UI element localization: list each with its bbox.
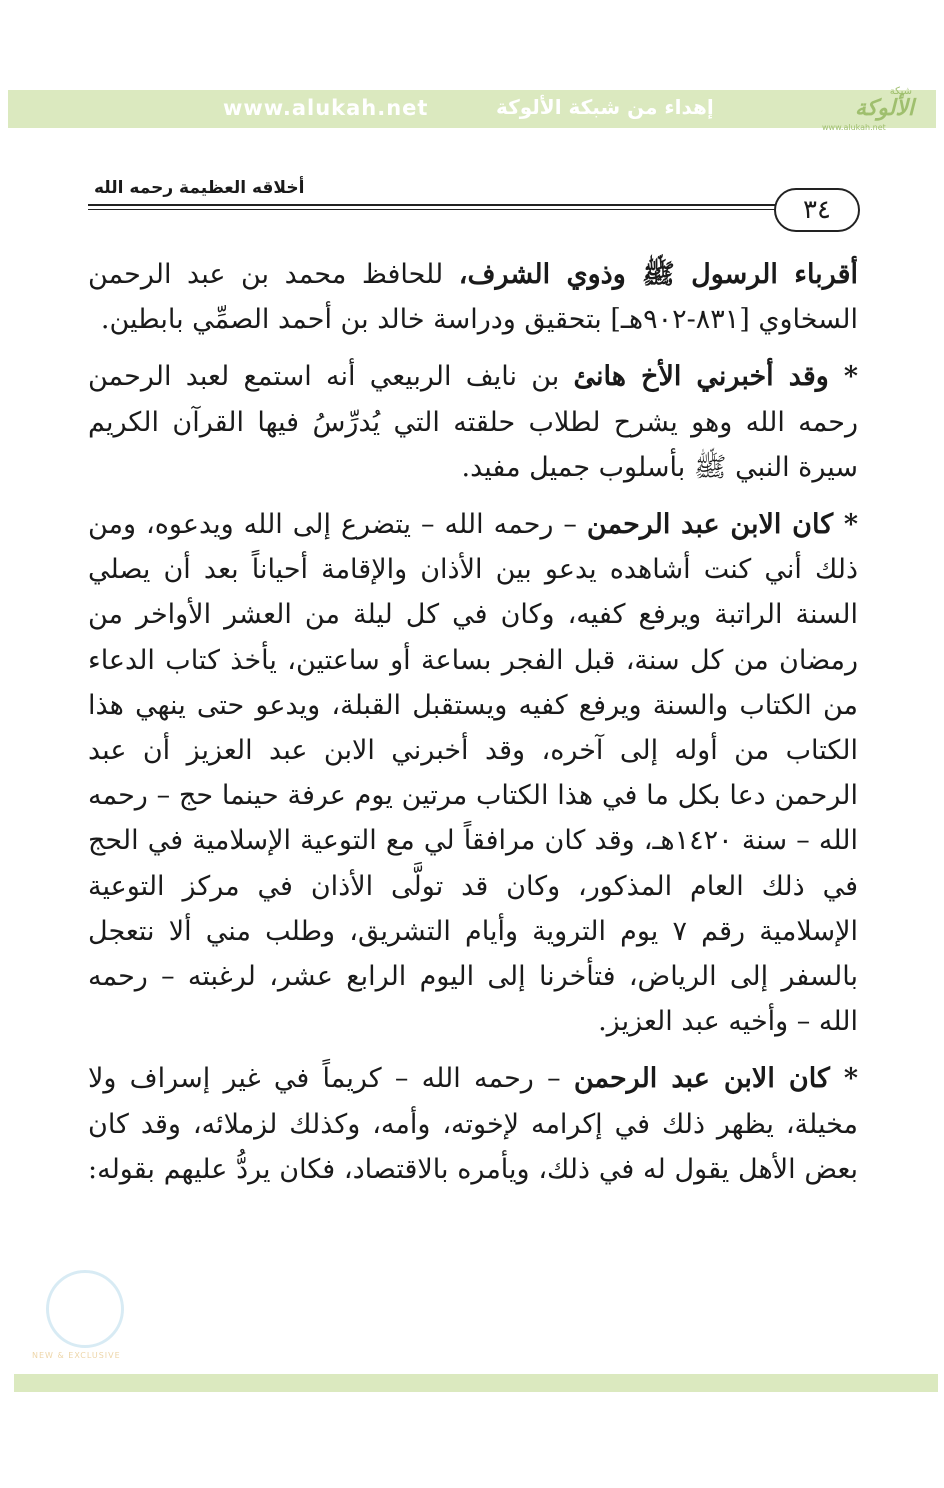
watermark-circle-icon xyxy=(46,1270,124,1348)
paragraph-lead: أقرباء الرسول ﷺ وذوي الشرف، xyxy=(458,259,859,290)
paragraph xyxy=(88,252,858,342)
watermark-logo xyxy=(24,1262,144,1362)
bottom-strip xyxy=(14,1374,938,1392)
logo-top-text: شبكة xyxy=(889,86,912,97)
paragraph-lead: * كان الابن عبد الرحمن xyxy=(573,1063,858,1095)
paragraph-body: للحافظ محمد بن عبد الرحمن السخاوي [٨٣١-٩٠٢هـ] بتحقيق ودراسة خالد بن أحمد الصمِّي بابطين. xyxy=(88,259,858,336)
top-banner xyxy=(8,90,936,128)
running-title: أخلاقه العظيمة رحمه الله xyxy=(94,178,305,198)
paragraph-body: – رحمه الله – كريماً في غير إسراف ولا مخيلة، يظهر ذلك في إكرامه لإخوته، وأمه، وكذلك لزملائه، وقد كان بعض الأهل يقول له في ذلك، ويأمره بالاقتصاد، فكان يردُّ عليهم بقوله: xyxy=(88,1063,858,1185)
paragraph xyxy=(88,1056,858,1192)
watermark-caption: NEW & EXCLUSIVE xyxy=(32,1351,121,1360)
alukah-logo xyxy=(818,86,920,134)
paragraph xyxy=(88,502,858,1044)
page-body xyxy=(88,252,858,1192)
header-rule-thin xyxy=(88,209,776,210)
site-url[interactable]: www.alukah.net xyxy=(223,96,429,120)
paragraph-lead: * وقد أخبرني الأخ هانئ xyxy=(573,361,858,393)
paragraph-body: بن نايف الربيعي أنه استمع لعبد الرحمن رحمه الله وهو يشرح لطلاب حلقته التي يُدرِّسُ فيها القرآن الكريم سيرة النبي ﷺ بأسلوب جميل مفيد. xyxy=(88,361,858,483)
logo-url: www.alukah.net xyxy=(822,123,886,132)
paragraph-body: – رحمه الله – يتضرع إلى الله ويدعوه، ومن ذلك أني كنت أشاهده يدعو بين الأذان والإقامة أحياناً بعد أن يصلي السنة الراتبة ويرفع كفيه، وكان في كل ليلة من العشر الأواخر من رمضان من كل سنة، قبل الفجر بساعة أو ساعتين، يأخذ كتاب الدعاء من الكتاب والسنة ويرفع كفيه ويستقبل القبلة، ويدعو حتى ينهي هذا الكتاب من أوله إلى آخره، وقد أخبرني الابن عبد العزيز أن عبد الرحمن دعا بكل ما في هذا الكتاب مرتين يوم عرفة حينما حج – رحمه الله – سنة ١٤٢٠هـ، وقد كان مرافقاً لي مع التوعية الإسلامية في الحج في ذلك العام المذكور، وكان قد تولَّى الأذان في مركز التوعية الإسلامية رقم ٧ يوم التروية وأيام التشريق، وطلب مني ألا نتعجل بالسفر إلى الرياض، فتأخرنا إلى اليوم الرابع عشر، لرغبته – رحمه الله – وأخيه عبد العزيز. xyxy=(88,509,859,1038)
page-number-badge: ٣٤ xyxy=(774,188,860,232)
header-rule xyxy=(88,204,776,206)
paragraph xyxy=(88,354,858,490)
logo-name: الألوكة xyxy=(855,96,914,121)
paragraph-lead: * كان الابن عبد الرحمن xyxy=(586,509,858,541)
gift-text: إهداء من شبكة الألوكة xyxy=(496,95,714,119)
